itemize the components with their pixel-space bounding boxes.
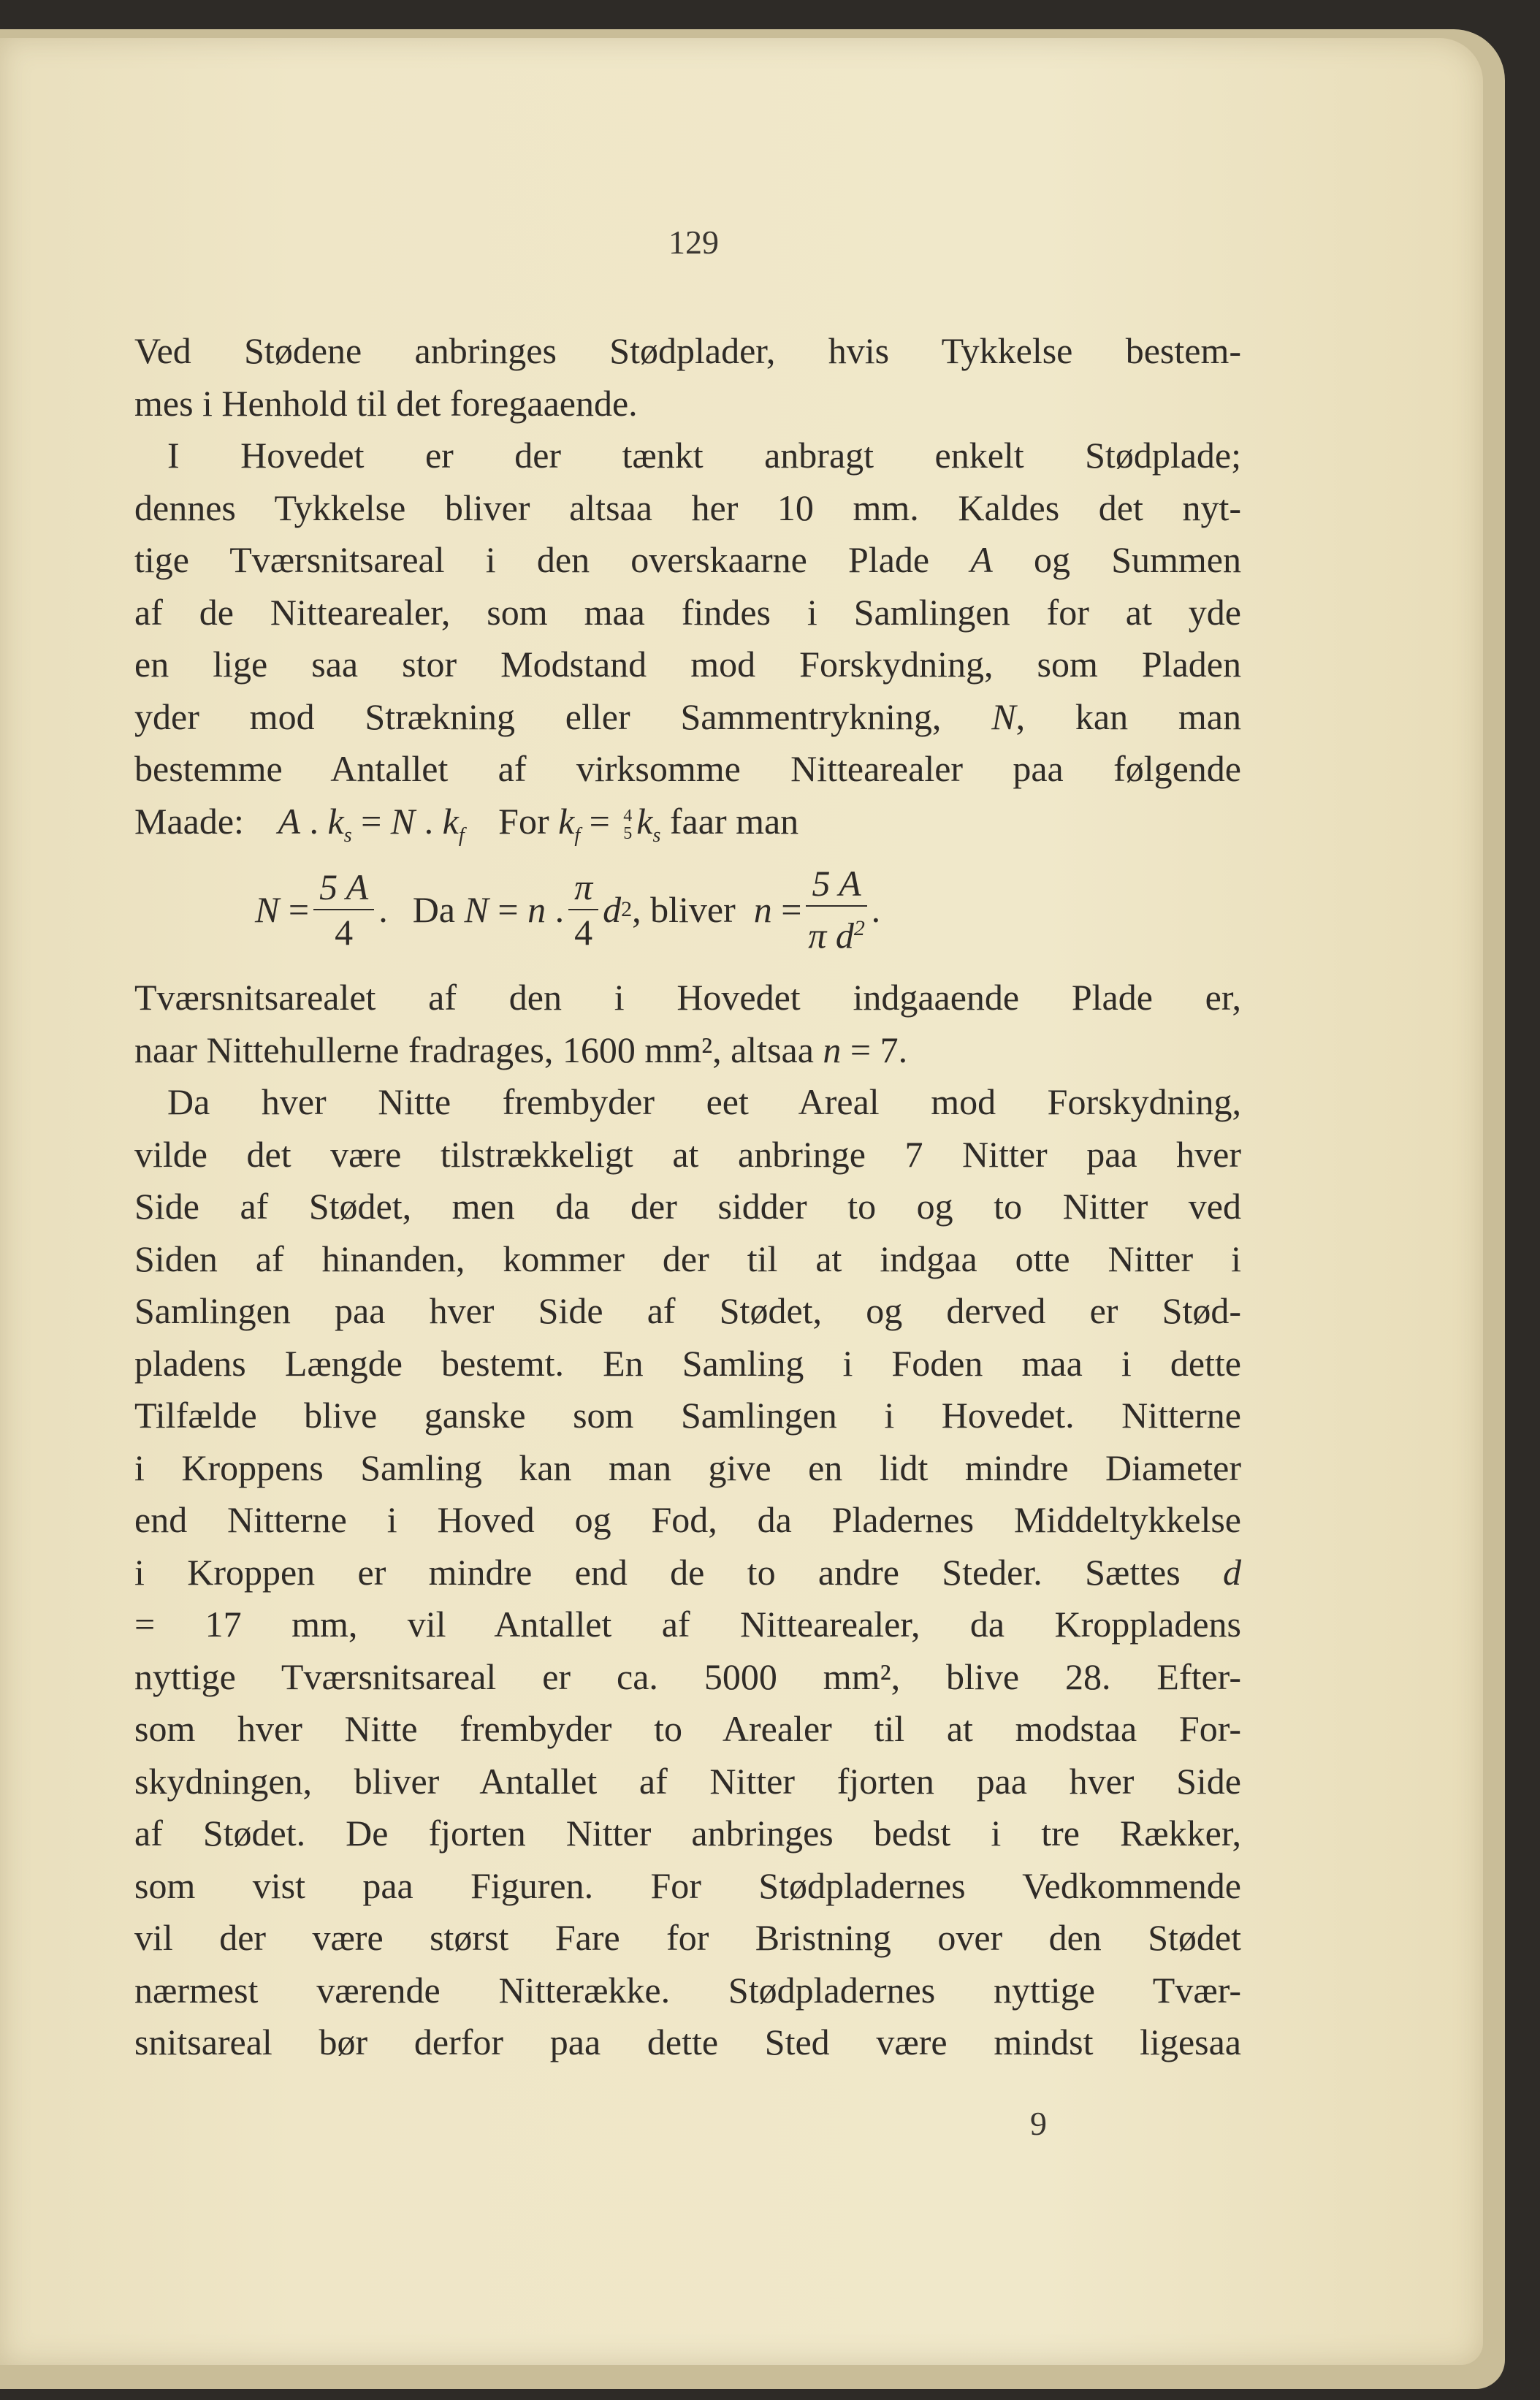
math-sup: 2 xyxy=(621,897,633,921)
text-line-maade: Maade: A . $k_s = N$ . $k_f$ For $k_f$ = 4 5 $k_s$ faar man xyxy=(134,800,799,847)
text: nyttige Tværsnitsareal er ca. 5000 mm², blive 28. Efter- xyxy=(134,1656,1241,1697)
text: , bliver xyxy=(632,889,736,930)
math-op: = xyxy=(288,889,310,930)
text-line xyxy=(134,1651,1241,1704)
text-line xyxy=(134,1860,1241,1913)
fraction-numerator: 5 A xyxy=(806,861,866,907)
text-line xyxy=(134,1756,1241,1808)
text: = 7. xyxy=(841,1029,908,1070)
page-number: 129 xyxy=(668,224,719,261)
math-op: . xyxy=(378,889,388,930)
math-sub: s xyxy=(652,823,661,847)
text-line xyxy=(134,1494,1241,1547)
math-var: k xyxy=(636,800,653,842)
math-var: d xyxy=(1223,1551,1241,1593)
text-line xyxy=(134,1233,1241,1286)
page-body xyxy=(134,325,1241,2069)
text: vil der være størst Fare for Bristning over den Stødet xyxy=(134,1917,1241,1958)
text: I Hovedet er der tænkt anbragt enkelt Stødplade; xyxy=(167,435,1241,476)
text: som hver Nitte frembyder to Arealer til at modstaa For- xyxy=(134,1708,1241,1749)
text-line xyxy=(134,587,1241,639)
paragraph-block-1 xyxy=(134,325,1241,796)
math-var: N xyxy=(464,889,489,930)
math-op: . xyxy=(871,889,881,930)
math-sub: f xyxy=(574,823,581,847)
paragraph-block-2 xyxy=(134,972,1241,2069)
fraction-denominator xyxy=(808,907,865,958)
text-line xyxy=(134,2016,1241,2069)
text: Da hver Nitte frembyder eet Areal mod Forskydning, xyxy=(167,1081,1241,1122)
text-line xyxy=(134,1076,1241,1129)
math-op: = xyxy=(498,889,519,930)
text-line xyxy=(134,1024,1241,1077)
display-formula: N = $\frac{5 A}{4}$ . Da N = n . $\frac{\pi}{4}$ d 2 , bliver n = $\frac{5 A}{\pi d^2}$ . xyxy=(255,863,881,956)
fraction-numerator: π xyxy=(568,865,598,910)
text: og Summen xyxy=(992,539,1241,580)
fraction-numerator: 4 xyxy=(623,807,633,826)
fraction xyxy=(313,865,374,954)
text-line xyxy=(134,1912,1241,1965)
text: faar man xyxy=(669,800,799,842)
fraction-denominator: 5 xyxy=(623,824,633,844)
fraction xyxy=(568,865,598,954)
text-line xyxy=(134,1129,1241,1181)
text-line xyxy=(134,534,1241,587)
text: som vist paa Figuren. For Stødpladernes Vedkommende xyxy=(134,1864,1241,1906)
text-line xyxy=(134,972,1241,1024)
math-var: n xyxy=(527,889,546,930)
text: Siden af hinanden, kommer der til at indgaa otte Nitter i xyxy=(134,1238,1241,1279)
text-line xyxy=(134,1181,1241,1233)
text: i Kroppen er mindre end de to andre Steder. Sættes xyxy=(134,1551,1223,1593)
math-var: N xyxy=(390,800,416,842)
text-line xyxy=(134,1703,1241,1756)
math-var: n xyxy=(753,889,772,930)
text: mes i Henhold til det foregaaende. xyxy=(134,382,638,424)
text-line xyxy=(134,1390,1241,1442)
text: nærmest værende Nitterække. Stødpladernes nyttige Tvær- xyxy=(134,1969,1241,2011)
math-var: k xyxy=(558,800,575,842)
text-line xyxy=(134,325,1241,378)
math-sub: f xyxy=(458,823,465,847)
text: naar Nittehullerne fradrages, 1600 mm², altsaa xyxy=(134,1029,823,1070)
text: af Stødet. De fjorten Nitter anbringes bedst i tre Rækker, xyxy=(134,1813,1241,1854)
text-line xyxy=(134,1338,1241,1390)
math-var: N xyxy=(255,889,280,930)
text: vilde det være tilstrækkeligt at anbringe 7 Nitter paa hver xyxy=(134,1133,1241,1175)
fraction-denominator: 4 xyxy=(574,912,593,953)
text: snitsareal bør derfor paa dette Sted være mindst ligesaa xyxy=(134,2022,1241,2062)
text: = 17 mm, vil Antallet af Nittearealer, da Kroppladens xyxy=(134,1604,1241,1645)
text: af de Nittearealer, som maa findes i Samlingen for at yde xyxy=(134,591,1241,633)
text: For xyxy=(498,800,549,842)
fraction xyxy=(806,861,866,958)
text: dennes Tykkelse bliver altsaa her 10 mm. Kaldes det nyt- xyxy=(134,487,1241,528)
math-var: A xyxy=(278,800,300,842)
text-line xyxy=(134,1807,1241,1860)
text-line xyxy=(134,1442,1241,1495)
fraction-denominator: 4 xyxy=(335,912,354,953)
text: Ved Stødene anbringes Stødplader, hvis Tykkelse bestem- xyxy=(134,330,1241,371)
text: Tværsnitsarealet af den i Hovedet indgaaende Plade er, xyxy=(134,977,1241,1018)
text: i Kroppens Samling kan man give en lidt mindre Diameter xyxy=(134,1447,1241,1488)
text: skydningen, bliver Antallet af Nitter fjorten paa hver Side xyxy=(134,1760,1241,1802)
text-line xyxy=(134,1547,1241,1599)
text-line xyxy=(134,1285,1241,1338)
text: en lige saa stor Modstand mod Forskydning, som Pladen xyxy=(134,644,1241,685)
text-line xyxy=(134,378,1241,430)
math-var: k xyxy=(327,800,344,842)
math-var: k xyxy=(442,800,459,842)
text: Tilfælde blive ganske som Samlingen i Hovedet. Nitterne xyxy=(134,1395,1241,1436)
text: bestemme Antallet af virksomme Nittearealer paa følgende xyxy=(134,748,1241,789)
text: Samlingen paa hver Side af Stødet, og derved er Stød- xyxy=(134,1290,1241,1331)
math-var: n xyxy=(823,1029,842,1070)
math-var: N xyxy=(991,696,1016,737)
text: Da xyxy=(412,889,456,930)
text: end Nitterne i Hoved og Fod, da Pladernes Middeltykkelse xyxy=(134,1499,1241,1540)
text-line xyxy=(134,743,1241,796)
text-line xyxy=(134,691,1241,744)
text: , kan man xyxy=(1015,696,1241,737)
text: Maade: xyxy=(134,800,244,842)
math-op: = xyxy=(781,889,802,930)
text-line xyxy=(134,1599,1241,1651)
text-line xyxy=(134,482,1241,535)
fraction-numerator: 5 A xyxy=(313,865,374,910)
math-var: A xyxy=(970,539,993,580)
math-sup: 2 xyxy=(853,916,865,941)
fraction xyxy=(623,807,632,842)
text-line xyxy=(134,1965,1241,2017)
text: pladens Længde bestemt. En Samling i Foden maa i dette xyxy=(134,1342,1241,1384)
text: Side af Stødet, men da der sidder to og to Nitter ved xyxy=(134,1186,1241,1227)
text: yder mod Strækning eller Sammentrykning, xyxy=(134,696,992,737)
text: tige Tværsnitsareal i den overskaarne Plade xyxy=(134,539,971,580)
text-line xyxy=(134,430,1241,482)
signature-mark: 9 xyxy=(1030,2105,1047,2142)
math-var: π d xyxy=(808,915,854,956)
text-line xyxy=(134,639,1241,691)
math-sub: s xyxy=(343,823,352,847)
math-var: d xyxy=(603,889,622,930)
